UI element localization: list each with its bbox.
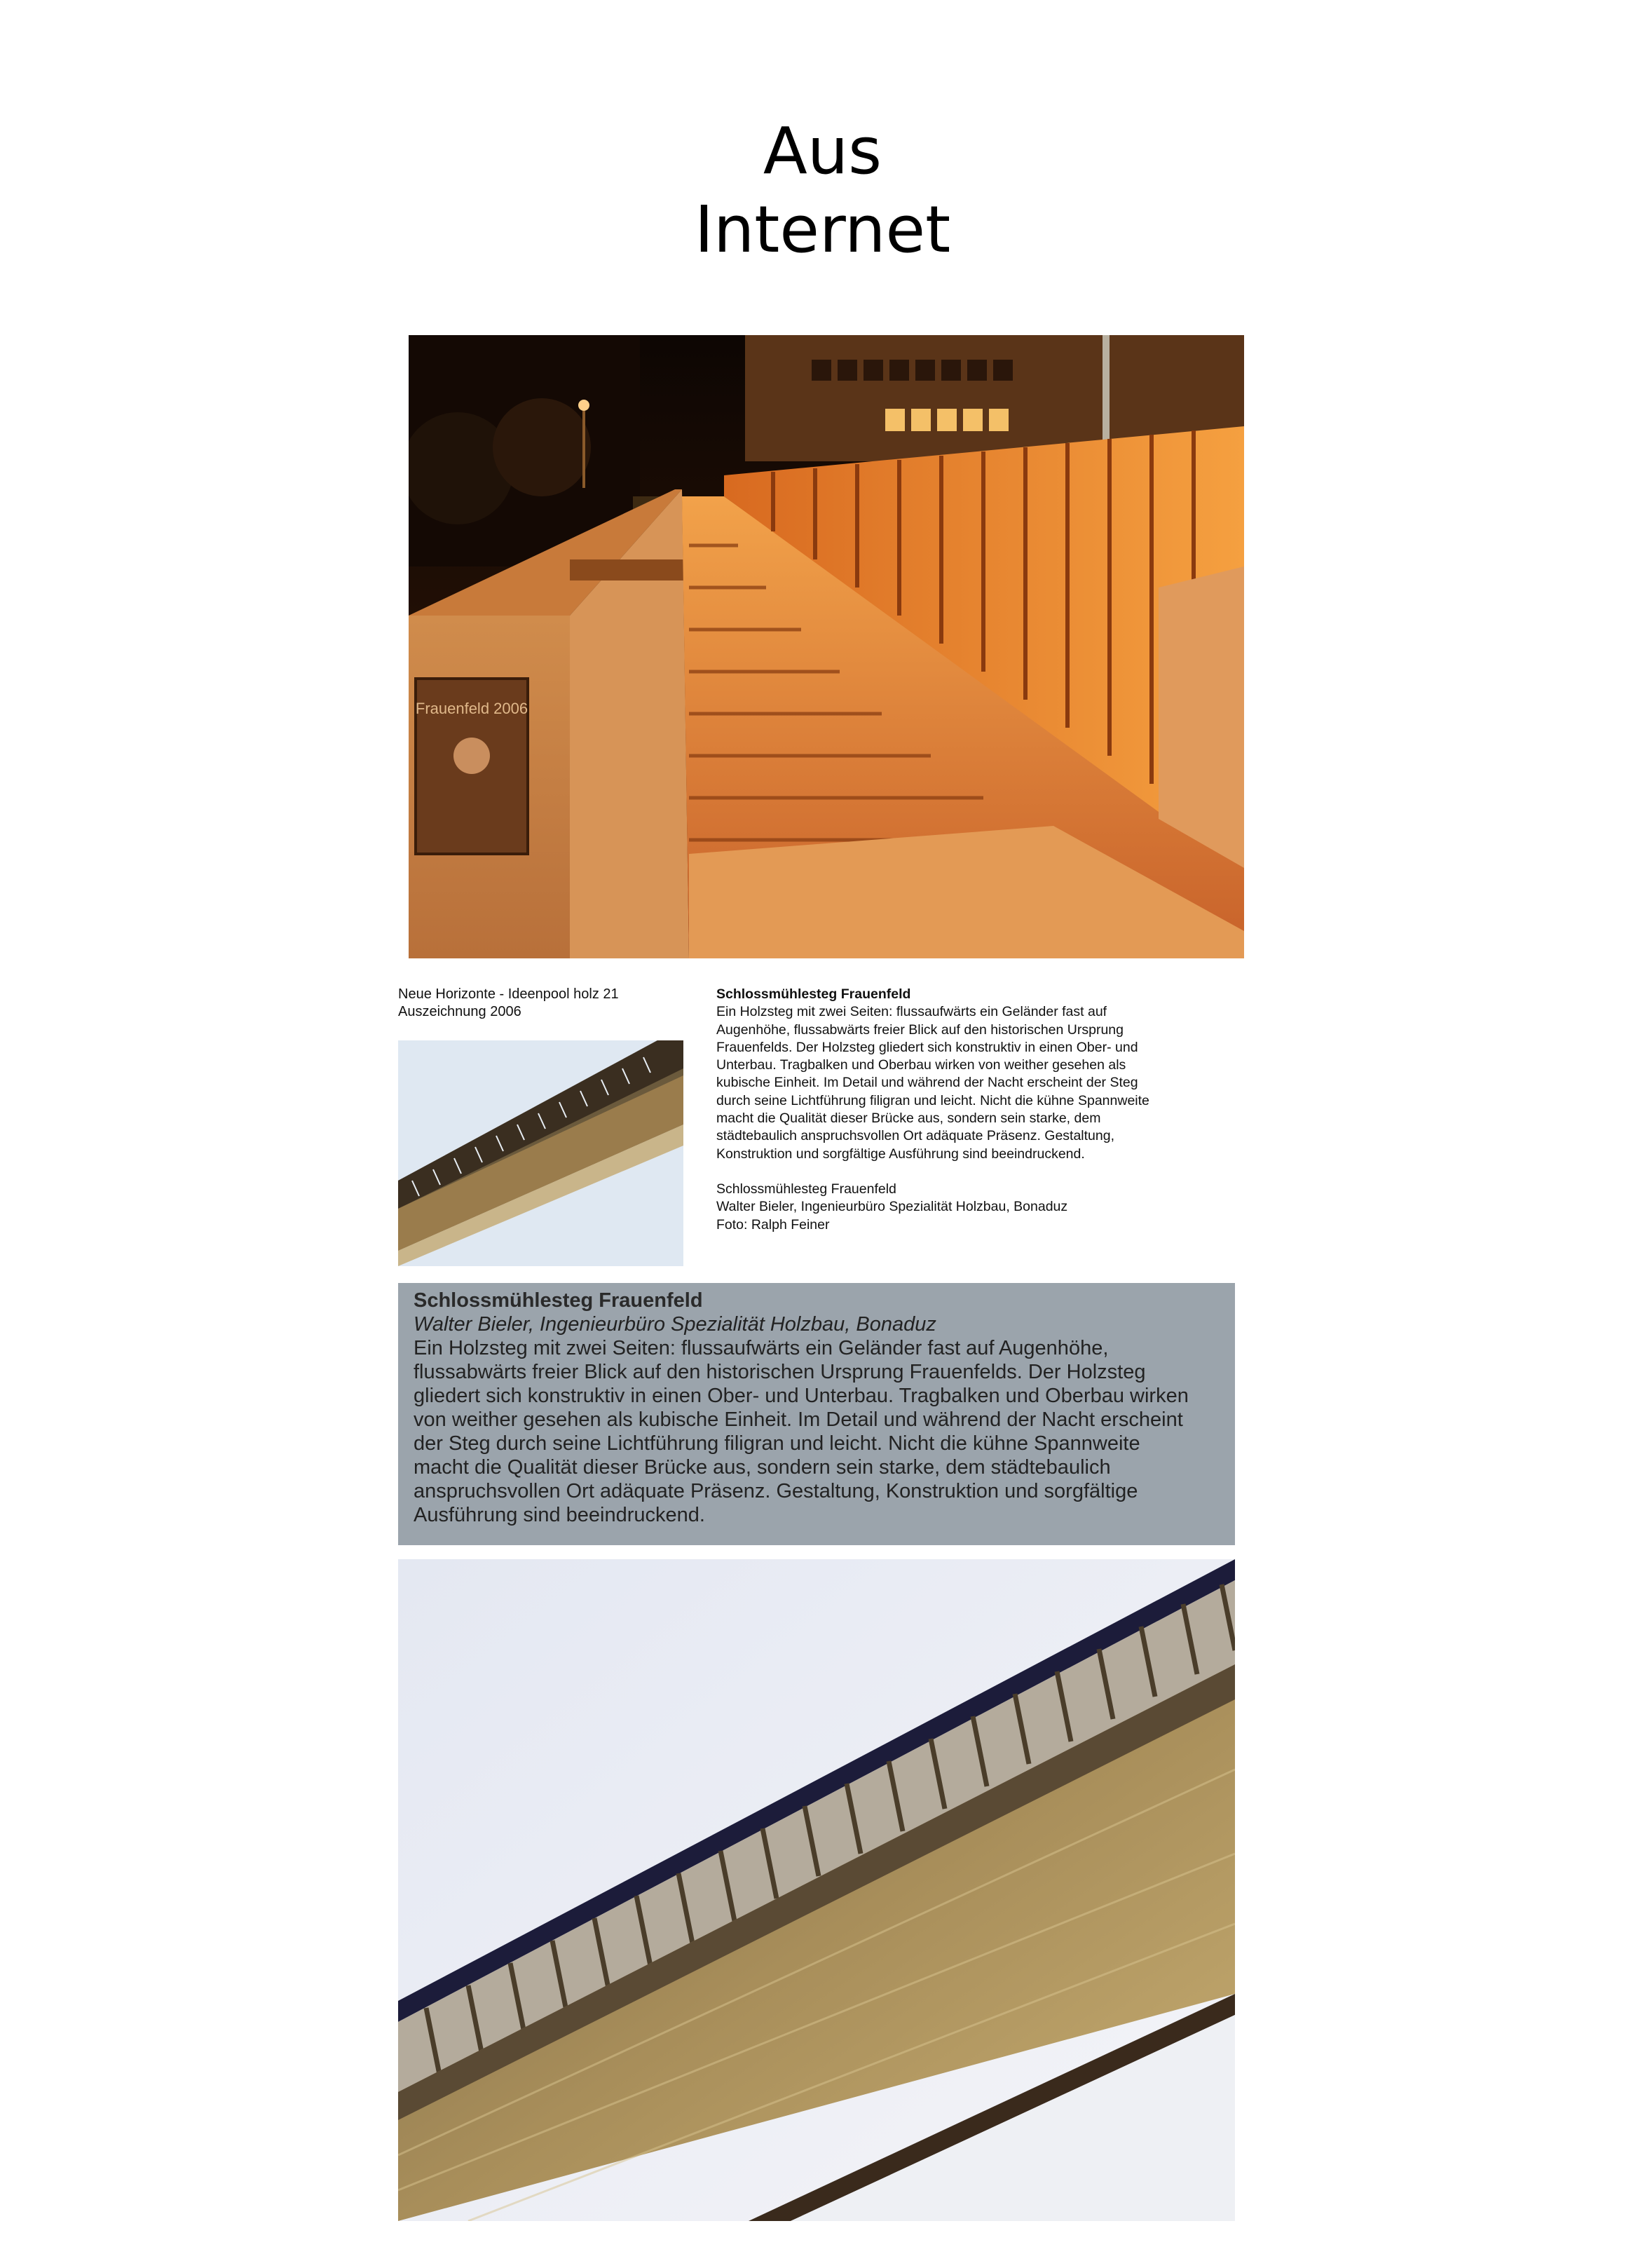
title-line-2: Internet	[694, 192, 951, 267]
grey-box-line: gliedert sich konstruktiv in einen Ober- und Unterbau. Tragbalken und Oberbau wirken	[414, 1385, 1189, 1407]
bridge-underside-thumbnail	[398, 1040, 683, 1266]
bridge-underside-photo	[398, 1559, 1235, 2221]
description-line: durch seine Lichtführung filigran und leicht. Nicht die kühne Spannweite	[716, 1092, 1149, 1108]
grey-box-line: der Steg durch seine Lichtführung filigran und leicht. Nicht die kühne Spannweite	[414, 1432, 1140, 1455]
description-line: Ein Holzsteg mit zwei Seiten: flussaufwärts ein Geländer fast auf	[716, 1004, 1107, 1020]
grey-box-line: Ein Holzsteg mit zwei Seiten: flussaufwärts ein Geländer fast auf Augenhöhe,	[414, 1337, 1109, 1359]
grey-box-line: macht die Qualität dieser Brücke aus, sondern sein starke, dem städtebaulich	[414, 1456, 1111, 1479]
description-line: Frauenfelds. Der Holzsteg gliedert sich konstruktiv in einen Ober- und	[716, 1039, 1138, 1055]
award-caption-line-1: Neue Horizonte - Ideenpool holz 21	[398, 986, 619, 1002]
description-line: städtebaulich anspruchsvollen Ort adäquate Präsenz. Gestaltung,	[716, 1128, 1115, 1144]
plaque-text: Frauenfeld 2006	[415, 700, 528, 717]
credit-line: Foto: Ralph Feiner	[716, 1216, 830, 1233]
credit-line: Schlossmühlesteg Frauenfeld	[716, 1181, 896, 1197]
description-line: Unterbau. Tragbalken und Oberbau wirken von weither gesehen als	[716, 1057, 1126, 1073]
grey-box-line: von weither gesehen als kubische Einheit. Im Detail und während der Nacht erscheint	[414, 1408, 1183, 1431]
description-line: macht die Qualität dieser Brücke aus, sondern sein starke, dem	[716, 1111, 1101, 1127]
grey-description-box	[398, 1283, 1235, 1545]
award-caption	[398, 986, 699, 1021]
description-caption	[716, 986, 1221, 1234]
grey-box-line: Ausführung sind beeindruckend.	[414, 1504, 705, 1526]
grey-box-heading: Schlossmühlesteg Frauenfeld	[414, 1289, 703, 1312]
description-line: Augenhöhe, flussabwärts freier Blick auf den historischen Ursprung	[716, 1021, 1124, 1038]
bridge-night-photo	[409, 335, 1244, 958]
grey-box-line: anspruchsvollen Ort adäquate Präsenz. Gestaltung, Konstruktion und sorgfältige	[414, 1480, 1138, 1502]
description-line: Konstruktion und sorgfältige Ausführung sind beeindruckend.	[716, 1146, 1085, 1162]
credit-line: Walter Bieler, Ingenieurbüro Spezialität Holzbau, Bonaduz	[716, 1199, 1068, 1215]
page-title	[0, 112, 1645, 269]
title-line-1: Aus	[763, 114, 882, 189]
grey-box-line: flussabwärts freier Blick auf den historischen Ursprung Frauenfelds. Der Holzsteg	[414, 1361, 1146, 1383]
description-line: kubische Einheit. Im Detail und während der Nacht erscheint der Steg	[716, 1075, 1138, 1091]
grey-box-subheading: Walter Bieler, Ingenieurbüro Spezialität Holzbau, Bonaduz	[414, 1313, 936, 1336]
description-heading: Schlossmühlesteg Frauenfeld	[716, 986, 911, 1002]
award-caption-line-2: Auszeichnung 2006	[398, 1004, 521, 1019]
